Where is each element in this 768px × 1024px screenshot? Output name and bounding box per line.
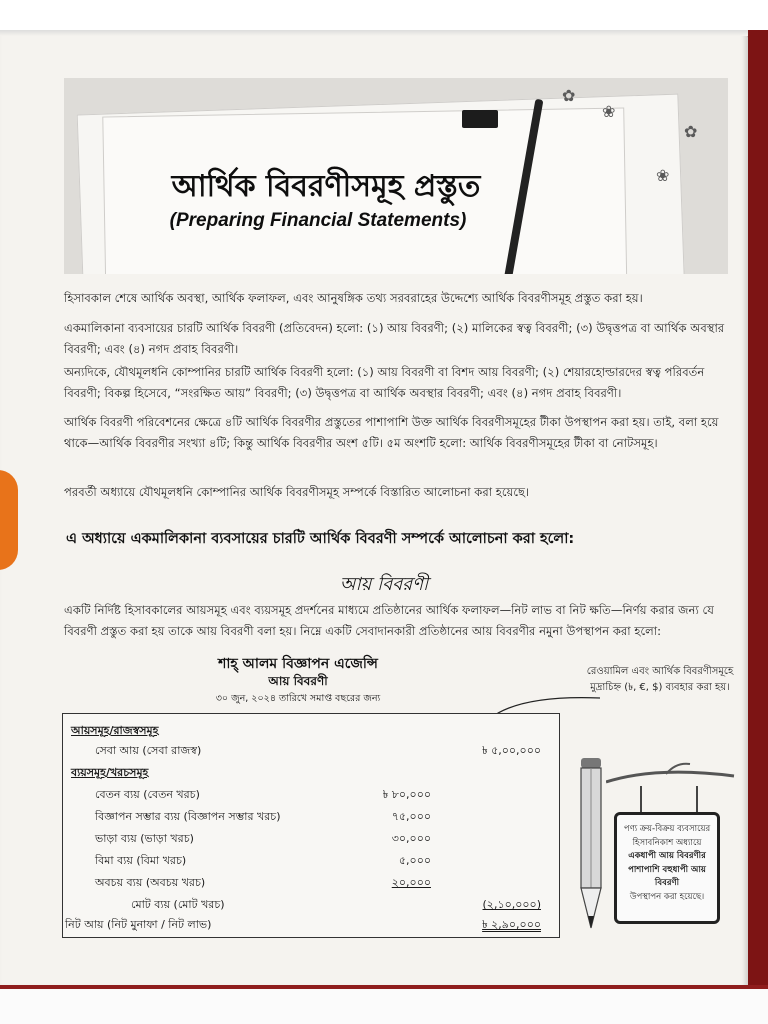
- table-surface: [0, 985, 768, 1024]
- intro-paragraph: হিসাবকাল শেষে আর্থিক অবস্থা, আর্থিক ফলাফল, এবং আনুষঙ্গিক তথ্য সরবরাহের উদ্দেশ্যে আর্থিক বিবরণীসমূহ প্রস্তুত করা হয়।: [64, 291, 643, 305]
- table-row: [63, 850, 559, 872]
- total-expense-amount: (২,১০,০০০): [482, 898, 541, 911]
- table-row: [63, 806, 559, 828]
- table-row: [63, 914, 559, 936]
- table-row: [63, 762, 559, 784]
- book-bottom-edge: [0, 985, 768, 989]
- intro-paragraph: আর্থিক বিবরণী পরিবেশনের ক্ষেত্রে ৪টি আর্থিক বিবরণীর প্রস্তুতের পাশাপাশি উক্ত আর্থিক বিবরণীসমূহের টীকা উপস্থাপন করা হয়। তাই, বলা হয়ে থাকে—আর্থিক বিবরণীর সংখ্যা ৪টি; কিন্তু আর্থিক বিবরণীর অংশ ৫টি। ৫ম অংশটি হলো: আর্থিক বিবরণীসমূহের টীকা বা নোটসমূহ।: [64, 415, 719, 450]
- table-row: [63, 828, 559, 850]
- intro-paragraph: পরবর্তী অধ্যায়ে যৌথমূলধনি কোম্পানির আর্থিক বিবরণীসমূহ সম্পর্কে বিস্তারিত আলোচনা করা হয়েছে।: [64, 485, 530, 499]
- chapter-heading: এ অধ্যায়ে একমালিকানা ব্যবসায়ের চারটি আর্থিক বিবরণী সম্পর্কে আলোচনা করা হলো:: [66, 531, 575, 547]
- expense-amount: ২০,০০০: [391, 876, 431, 889]
- card-note-line-bold: একধাপী আয় বিবরণীর পাশাপাশি বহুধাপী আয় বিবরণী: [628, 851, 706, 888]
- binder-clip-icon: [462, 110, 498, 128]
- card-note-line: পণ্য ক্রয়-বিক্রয় ব্যবসায়ের হিসাবনিকাশ অধ্যায়ে: [623, 824, 711, 848]
- table-row: [63, 894, 559, 916]
- expense-label: ভাড়া ব্যয় (ভাড়া খরচ): [95, 832, 194, 845]
- intro-paragraph: একমালিকানা ব্যবসায়ের চারটি আর্থিক বিবরণী (প্রতিবেদন) হলো: (১) আয় বিবরণী; (২) মালিকের স্বত্ব বিবরণী; (৩) উদ্বৃত্তপত্র বা আর্থিক অবস্থার বিবরণী; এবং (৪) নগদ প্রবাহ বিবরণী।: [64, 321, 725, 356]
- card-note-line: উপস্থাপন করা হয়েছে।: [629, 891, 705, 902]
- page-top-shadow: [0, 30, 748, 36]
- banner-title-bengali: আর্থিক বিবরণীসমূহ প্রস্তুত: [171, 169, 481, 204]
- net-income-amount: ৳ ২,৯০,০০০: [482, 918, 541, 931]
- banner-title-english: (Preparing Financial Statements): [169, 210, 467, 231]
- net-income-label: নিট আয় (নিট মুনাফা / নিট লাভ): [65, 918, 212, 931]
- expense-label: বিমা ব্যয় (বিমা খরচ): [95, 854, 187, 867]
- total-expense-label: মোট ব্যয় (মোট খরচ): [131, 898, 225, 911]
- statement-period: ৩০ জুন, ২০২৪ তারিখে সমাপ্ত বছরের জন্য: [215, 693, 381, 704]
- expense-amount: ৩০,০০০: [391, 832, 431, 845]
- flower-icon: ✿: [562, 86, 576, 105]
- expense-label: অবচয় ব্যয় (অবচয় খরচ): [95, 876, 206, 889]
- flower-icon: ❀: [656, 166, 670, 185]
- expense-amount: ৫,০০০: [398, 854, 431, 867]
- book-binding-edge: [746, 30, 768, 985]
- expense-label: বিজ্ঞাপন সম্ভার ব্যয় (বিজ্ঞাপন সম্ভার খরচ): [95, 810, 281, 823]
- flower-icon: ❀: [602, 102, 616, 121]
- intro-paragraph: অন্যদিকে, যৌথমূলধনি কোম্পানির চারটি আর্থিক বিবরণী হলো: (১) আয় বিবরণী বা বিশদ আয় বিবরণী; (২) শেয়ারহোল্ডারদের স্বত্ব পরিবর্তন বিবরণী; বিকল্প হিসেবে, “সংরক্ষিত আয়” বিবরণী; (৩) উদ্বৃত্তপত্র বা আর্থিক অবস্থার বিবরণী; এবং (৪) নগদ প্রবাহ বিবরণী।: [64, 365, 705, 400]
- currency-note: রেওয়ামিল এবং আর্থিক বিবরণীসমূহে মুদ্রাচিহ্ন (৳, €, $) ব্যবহার করা হয়।: [586, 666, 734, 693]
- expense-amount: ৳ ৮০,০০০: [382, 788, 431, 801]
- finger-holding-page: [0, 470, 18, 570]
- company-name: শাহ্ আলম বিজ্ঞাপন এজেন্সি: [218, 656, 378, 672]
- definition-paragraph: একটি নির্দিষ্ট হিসাবকালের আয়সমূহ এবং ব্যয়সমূহ প্রদর্শনের মাধ্যমে প্রতিষ্ঠানের আর্থিক ফলাফল—নিট লাভ বা নিট ক্ষতি—নির্ণয় করার জন্য যে বিবরণী প্রস্তুত করা হয় তাকে আয় বিবরণী বলা হয়। নিম্নে একটি সেবাদানকারী প্রতিষ্ঠানের আয় বিবরণীর নমুনা উপস্থাপন করা হলো:: [64, 603, 714, 638]
- revenue-heading: আয়সমূহ/রাজস্বসমূহ: [71, 724, 159, 737]
- expense-label: বেতন ব্যয় (বেতন খরচ): [95, 788, 200, 801]
- table-row: [63, 740, 559, 762]
- revenue-item: সেবা আয় (সেবা রাজস্ব): [95, 744, 202, 757]
- branch-icon: [606, 762, 736, 802]
- chapter-banner: [64, 78, 728, 274]
- table-row: [63, 720, 559, 742]
- section-title: আয় বিবরণী: [339, 574, 429, 595]
- table-row: [63, 872, 559, 894]
- pencil-icon: [576, 758, 606, 930]
- statement-name: আয় বিবরণী: [268, 674, 328, 688]
- flower-icon: ✿: [684, 122, 698, 141]
- table-row: [63, 784, 559, 806]
- revenue-amount: ৳ ৫,০০,০০০: [482, 744, 541, 757]
- income-statement-table: [62, 713, 560, 938]
- expense-heading: ব্যয়সমূহ/খরচসমূহ: [71, 766, 149, 779]
- expense-amount: ৭৫,০০০: [391, 810, 431, 823]
- hanging-note-card: [614, 812, 720, 924]
